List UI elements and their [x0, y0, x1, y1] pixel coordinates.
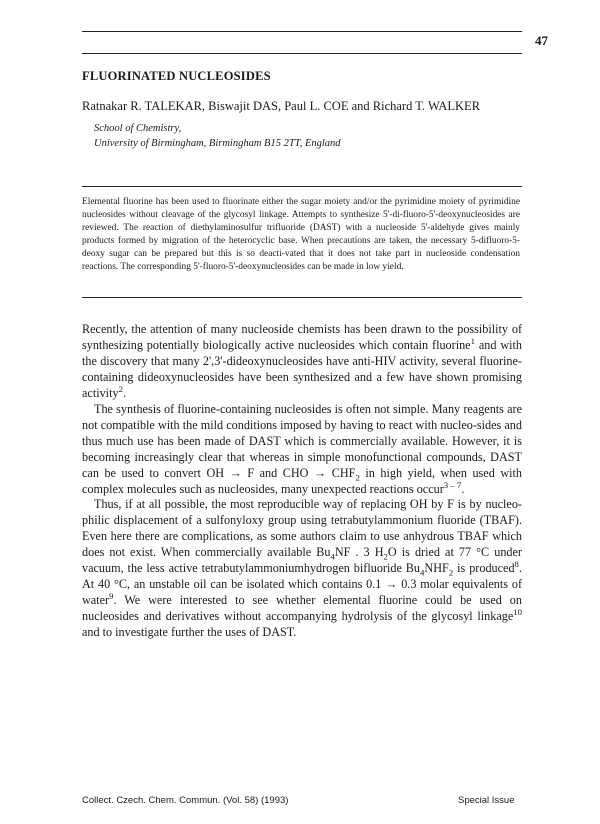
footer-issue: Special Issue [458, 795, 515, 806]
citation-ref: 1 [470, 335, 475, 346]
citation-ref: 2 [118, 383, 123, 394]
footer-citation: Collect. Czech. Chem. Commun. (Vol. 58) (1993) [82, 795, 289, 806]
article-title: FLUORINATED NUCLEOSIDES [82, 69, 271, 83]
header-rule-top [82, 31, 522, 32]
affiliation-line-1: School of Chemistry, [94, 123, 182, 134]
abstract-rule-top [82, 186, 522, 187]
article-body [82, 322, 522, 641]
citation-ref: 9 [109, 591, 114, 602]
body-paragraph-1: Recently, the attention of many nucleoside chemists has been drawn to the possibility of synthesizing potentially biologically active nucleosides which contain fluorine$^1$ and with the discovery that many 2',3'-dideoxynucleosides have anti-HIV activity, several fluorine-containing dideoxynucleosides have been synthesized and a few have shown promising activity$^2$. [82, 322, 522, 400]
page-number: 47 [535, 33, 548, 48]
body-paragraph-2: The synthesis of fluorine-containing nucleosides is often not simple. Many reagents are not compatible with the mild conditions imposed by having to react with nucleo-sides and thus much use has been made of DAST which is commercially available. However, it is becoming increasingly clear that whereas in simple monofunctional compounds, DAST can be used to convert OH → F and CHO → $CHF_2$ in high yield, when used with complex molecules such as nucleosides, many unexpected reactions occur$^{3 - 7}$. [82, 401, 522, 496]
abstract-rule-bottom [82, 297, 522, 298]
citation-ref: 3 – 7 [443, 479, 462, 490]
header-rule-bottom [82, 53, 522, 54]
citation-ref: 8 [514, 559, 519, 570]
body-paragraph-3: Thus, if at all possible, the most reproducible way of replacing OH by F is by nucleo-philic displacement of a sulfonyloxy group using tetrabutylammonium fluoride (TBAF). Even here there are complications, as some authors claim to use anhydrous TBAF which does not exist. When commercially available $Bu_4NF$ . 3 $H_2O$ is dried at 77 °C under vacuum, the less active tetrabutylammoniumhydrogen bifluoride $Bu_4NHF_2$ is produced$^8$. At 40 °C, an unstable oil can be isolated which contains 0.1 → 0.3 molar equivalents of water$^9$. We were interested to see whether elemental fluorine could be used on nucleosides and derivatives without accompanying hydrolysis of the glycosyl linkage$^{10}$ and to investigate further the uses of DAST. [82, 497, 522, 640]
affiliation-line-2: University of Birmingham, Birmingham B15 2TT, England [94, 138, 341, 149]
citation-ref: 10 [513, 607, 522, 618]
abstract: Elemental fluorine has been used to fluorinate either the sugar moiety and/or the pyrimidine moiety of pyrimidine nucleosides without cleavage of the glycosyl linkage. Attempts to synthesize 5'-di-fluoro-5'-deoxynucleosides are reviewed. The reaction of diethylaminosulfur trifluoride (DAST) with a nucleoside 5'-aldehyde gives mainly products formed by migration of the heterocyclic base. When precautions are taken, the necessary 5-difluoro-5-deoxy sugar can be prepared but this is so deacti-vated that it does not take part in nucleoside condensation reactions. The corresponding 5'-fluoro-5'-deoxynucleosides can be made in low yield. [82, 197, 520, 273]
author-list: Ratnakar R. TALEKAR, Biswajit DAS, Paul L. COE and Richard T. WALKER [82, 99, 481, 113]
